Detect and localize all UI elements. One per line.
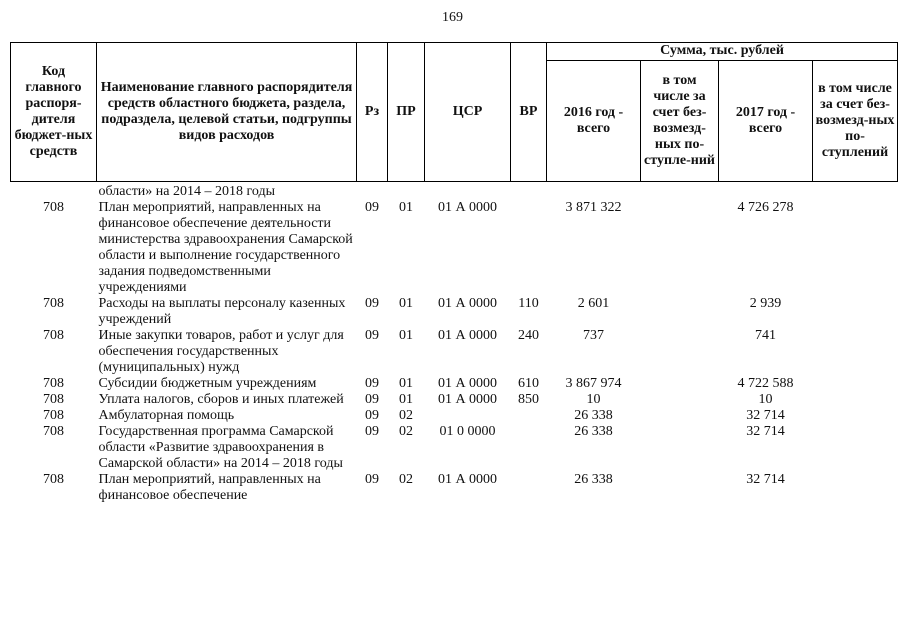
cell-pr: 02 bbox=[399, 408, 413, 423]
cell-rz: 09 bbox=[365, 472, 379, 487]
cell-2016-total: 26 338 bbox=[574, 424, 613, 439]
header-pr: ПР bbox=[388, 43, 425, 182]
header-csr: ЦСР bbox=[425, 43, 511, 182]
header-2016-total: 2016 год - всего bbox=[547, 61, 641, 182]
cell-rz: 09 bbox=[365, 376, 379, 391]
cell-name: Амбулаторная помощь bbox=[98, 408, 235, 423]
cell-2016-gratuitous bbox=[641, 182, 719, 201]
cell-2017-total: 2 939 bbox=[749, 296, 782, 311]
table-row bbox=[11, 472, 898, 504]
cell-csr bbox=[425, 182, 511, 201]
cell-2017-gratuitous bbox=[813, 408, 898, 424]
cell-2016-total: 3 871 322 bbox=[565, 200, 622, 215]
header-vr: ВР bbox=[511, 43, 547, 182]
cell-pr: 01 bbox=[399, 328, 413, 343]
header-sum-group: Сумма, тыс. рублей bbox=[547, 43, 898, 61]
cell-2017-gratuitous bbox=[813, 392, 898, 408]
cell-2016-total: 3 867 974 bbox=[565, 376, 622, 391]
cell-csr: 01 А 0000 bbox=[437, 296, 498, 311]
cell-2017-gratuitous bbox=[813, 376, 898, 392]
cell-2016-total bbox=[547, 182, 641, 201]
cell-vr bbox=[511, 200, 547, 296]
cell-2016-gratuitous bbox=[641, 472, 719, 504]
cell-csr: 01 0 0000 bbox=[439, 424, 496, 439]
cell-2017-gratuitous bbox=[813, 424, 898, 472]
table-row bbox=[11, 200, 898, 296]
cell-csr: 01 А 0000 bbox=[437, 200, 498, 215]
cell-csr: 01 А 0000 bbox=[437, 472, 498, 487]
cell-rz: 09 bbox=[365, 200, 379, 215]
cell-rz: 09 bbox=[365, 424, 379, 439]
header-2017-gratuitous: в том числе за счет без-возмезд-ных по-ступлений bbox=[813, 61, 898, 182]
table-row bbox=[11, 408, 898, 424]
header-rz: Рз bbox=[357, 43, 388, 182]
cell-2016-gratuitous bbox=[641, 328, 719, 376]
cell-pr: 02 bbox=[399, 472, 413, 487]
cell-code: 708 bbox=[43, 376, 64, 391]
cell-2016-gratuitous bbox=[641, 376, 719, 392]
cell-name: Расходы на выплаты персоналу казенных учреждений bbox=[98, 296, 346, 327]
table-row bbox=[11, 296, 898, 328]
cell-2016-gratuitous bbox=[641, 296, 719, 328]
cell-vr bbox=[511, 182, 547, 201]
header-name: Наименование главного распорядителя средств областного бюджета, раздела, подраздела, целевой статьи, подгруппы видов расходов bbox=[97, 43, 357, 182]
cell-code: 708 bbox=[43, 392, 64, 407]
cell-name: области» на 2014 – 2018 годы bbox=[98, 184, 276, 199]
cell-2016-total: 26 338 bbox=[574, 472, 613, 487]
table-row bbox=[11, 328, 898, 376]
cell-code: 708 bbox=[43, 328, 64, 343]
cell-csr: 01 А 0000 bbox=[437, 328, 498, 343]
cell-2016-gratuitous bbox=[641, 408, 719, 424]
cell-rz: 09 bbox=[365, 392, 379, 407]
budget-table bbox=[10, 42, 898, 504]
cell-rz bbox=[357, 182, 388, 201]
header-code: Код главного распоря-дителя бюджет-ных средств bbox=[11, 43, 97, 182]
cell-2016-total: 2 601 bbox=[577, 296, 610, 311]
cell-rz: 09 bbox=[365, 328, 379, 343]
cell-pr bbox=[388, 182, 425, 201]
table-body bbox=[11, 182, 898, 505]
cell-rz: 09 bbox=[365, 296, 379, 311]
cell-vr: 240 bbox=[518, 328, 539, 343]
cell-2017-total: 10 bbox=[758, 392, 773, 407]
cell-vr: 850 bbox=[518, 392, 539, 407]
header-2017-total: 2017 год - всего bbox=[719, 61, 813, 182]
cell-2016-total: 737 bbox=[583, 328, 604, 343]
cell-code: 708 bbox=[43, 200, 64, 215]
table-row bbox=[11, 182, 898, 201]
cell-csr: 01 А 0000 bbox=[437, 376, 498, 391]
header-2016-gratuitous: в том числе за счет без-возмезд-ных по-ступле-ний bbox=[641, 61, 719, 182]
cell-2017-gratuitous bbox=[813, 296, 898, 328]
cell-2017-gratuitous bbox=[813, 182, 898, 201]
cell-2017-total: 32 714 bbox=[746, 408, 785, 423]
page-number: 169 bbox=[442, 10, 463, 25]
cell-2017-total: 741 bbox=[755, 328, 776, 343]
cell-pr: 02 bbox=[399, 424, 413, 439]
cell-name: План мероприятий, направленных на финансовое обеспечение деятельности министерства здравоохранения Самарской области и выполнение государственного задания подведомственными учреждениями bbox=[98, 200, 353, 295]
cell-name: Уплата налогов, сборов и иных платежей bbox=[98, 392, 344, 407]
cell-pr: 01 bbox=[399, 200, 413, 215]
cell-2016-gratuitous bbox=[641, 392, 719, 408]
cell-2017-total: 32 714 bbox=[746, 472, 785, 487]
cell-2017-total: 32 714 bbox=[746, 424, 785, 439]
cell-code bbox=[11, 182, 97, 201]
table-row bbox=[11, 376, 898, 392]
cell-code: 708 bbox=[43, 472, 64, 487]
cell-csr bbox=[425, 408, 511, 424]
table-row bbox=[11, 392, 898, 408]
cell-csr: 01 А 0000 bbox=[437, 392, 498, 407]
cell-name: Государственная программа Самарской области «Развитие здравоохранения в Самарской области» на 2014 – 2018 годы bbox=[98, 424, 343, 471]
cell-2017-total bbox=[719, 182, 813, 201]
cell-code: 708 bbox=[43, 424, 64, 439]
cell-vr bbox=[511, 424, 547, 472]
cell-name: Иные закупки товаров, работ и услуг для обеспечения государственных (муниципальных) нужд bbox=[98, 328, 344, 375]
cell-pr: 01 bbox=[399, 392, 413, 407]
cell-vr: 110 bbox=[518, 296, 539, 311]
cell-code: 708 bbox=[43, 296, 64, 311]
cell-vr: 610 bbox=[518, 376, 539, 391]
cell-vr bbox=[511, 408, 547, 424]
cell-name: План мероприятий, направленных на финансовое обеспечение bbox=[98, 472, 321, 503]
cell-2017-total: 4 726 278 bbox=[737, 200, 794, 215]
cell-2017-gratuitous bbox=[813, 328, 898, 376]
cell-code: 708 bbox=[43, 408, 64, 423]
table-header bbox=[11, 43, 898, 182]
cell-2016-gratuitous bbox=[641, 200, 719, 296]
cell-name: Субсидии бюджетным учреждениям bbox=[98, 376, 317, 391]
cell-2016-gratuitous bbox=[641, 424, 719, 472]
cell-vr bbox=[511, 472, 547, 504]
table-row bbox=[11, 424, 898, 472]
cell-2017-gratuitous bbox=[813, 472, 898, 504]
cell-2016-total: 10 bbox=[586, 392, 601, 407]
cell-2017-gratuitous bbox=[813, 200, 898, 296]
cell-2017-total: 4 722 588 bbox=[737, 376, 794, 391]
cell-2016-total: 26 338 bbox=[574, 408, 613, 423]
cell-pr: 01 bbox=[399, 296, 413, 311]
cell-rz: 09 bbox=[365, 408, 379, 423]
cell-pr: 01 bbox=[399, 376, 413, 391]
